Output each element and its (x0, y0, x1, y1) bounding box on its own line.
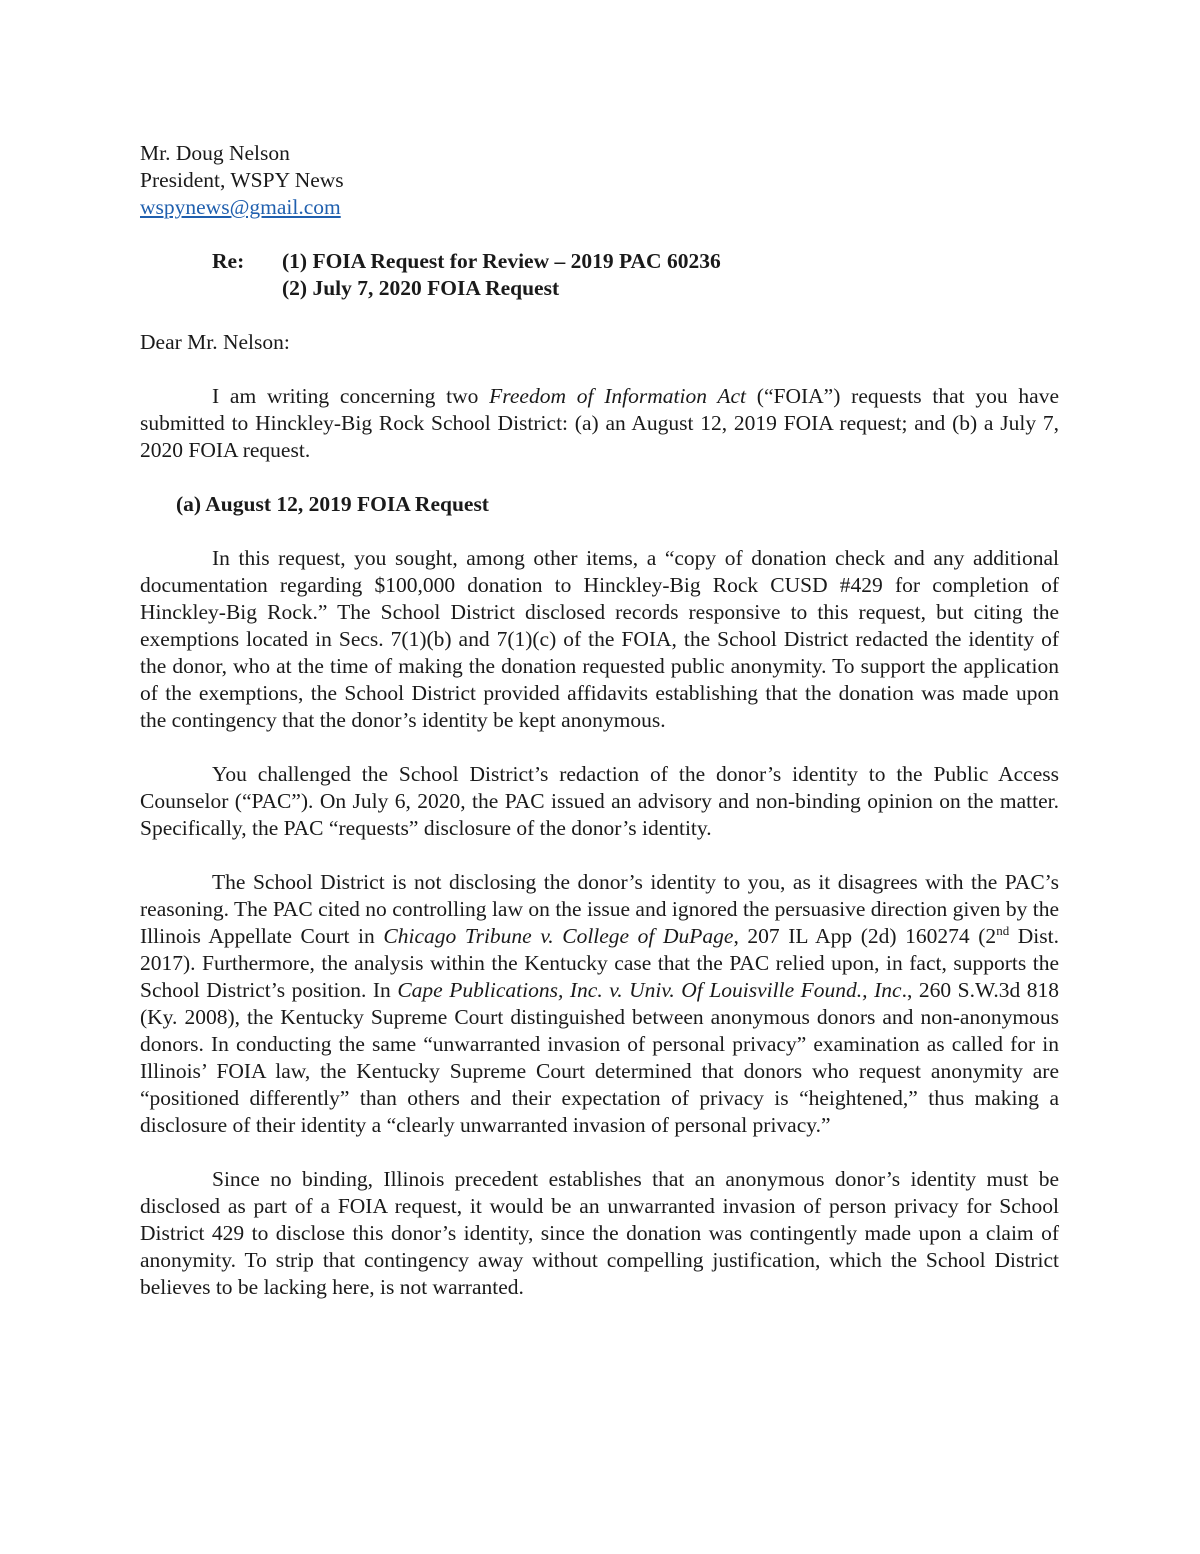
re-subject (212, 248, 1059, 302)
act-name: Freedom of Information Act (489, 384, 747, 408)
re-line-1: (1) FOIA Request for Review – 2019 PAC 60236 (282, 249, 721, 273)
intro-paragraph: I am writing concerning two Freedom of Information Act (“FOIA”) requests that you have submitted to Hinckley-Big Rock School District: (a) an August 12, 2019 FOIA request; and (b) a July 7, 2020 FOIA request. (140, 384, 1060, 462)
re-line-2: (2) July 7, 2020 FOIA Request (282, 276, 560, 300)
recipient-title: President, WSPY News (140, 168, 344, 192)
recipient-name: Mr. Doug Nelson (140, 141, 290, 165)
letter-page (140, 140, 1059, 1301)
section-a-heading: (a) August 12, 2019 FOIA Request (176, 492, 489, 516)
paragraph-request: In this request, you sought, among other items, a “copy of donation check and any additional documentation regarding $100,000 donation to Hinckley-Big Rock CUSD #429 for completion of Hinckley-Big Rock.” The School District disclosed records responsive to this request, but citing the exemptions located in Secs. 7(1)(b) and 7(1)(c) of the FOIA, the School District redacted the identity of the donor, who at the time of making the donation requested public anonymity. To support the application of the exemptions, the School District provided affidavits establishing that the donation was made upon the contingency that the donor’s identity be kept anonymous. (140, 546, 1059, 732)
salutation: Dear Mr. Nelson: (140, 330, 290, 354)
paragraph-reasoning: The School District is not disclosing the donor’s identity to you, as it disagrees with the PAC’s reasoning. The PAC cited no controlling law on the issue and ignored the persuasive direction given by the Illinois Appellate Court in Chicago Tribune v. College of DuPage, 207 IL App (2d) 160274 (2nd Dist. 2017). Furthermore, the analysis within the Kentucky case that the PAC relied upon, in fact, supports the School District’s position. In Cape Publications, Inc. v. Univ. Of Louisville Found., Inc., 260 S.W.3d 818 (Ky. 2008), the Kentucky Supreme Court distinguished between anonymous donors and non-anonymous donors. In conducting the same “unwarranted invasion of personal privacy” examination as called for in Illinois’ FOIA law, the Kentucky Supreme Court determined that donors who request anonymity are “positioned differently” than others and their expectation of privacy is “heightened,” thus making a disclosure of their identity a “clearly unwarranted invasion of personal privacy.” (140, 870, 1060, 1137)
paragraph-conclusion: Since no binding, Illinois precedent establishes that an anonymous donor’s identity must be disclosed as part of a FOIA request, it would be an unwarranted invasion of person privacy for School District 429 to disclose this donor’s identity, since the donation was contingently made upon a claim of anonymity. To strip that contingency away without compelling justification, which the School District believes to be lacking here, is not warranted. (140, 1167, 1059, 1299)
recipient-email-link[interactable]: wspynews@gmail.com (140, 195, 341, 219)
case-citation-cape: Cape Publications, Inc. v. Univ. Of Louisville Found., Inc (397, 978, 902, 1002)
case-citation-dupage: Chicago Tribune v. College of DuPage (383, 924, 734, 948)
recipient-address (140, 140, 1059, 221)
re-label: Re: (212, 249, 245, 273)
paragraph-challenge: You challenged the School District’s redaction of the donor’s identity to the Public Access Counselor (“PAC”). On July 6, 2020, the PAC issued an advisory and non-binding opinion on the matter. Specifically, the PAC “requests” disclosure of the donor’s identity. (140, 762, 1059, 840)
